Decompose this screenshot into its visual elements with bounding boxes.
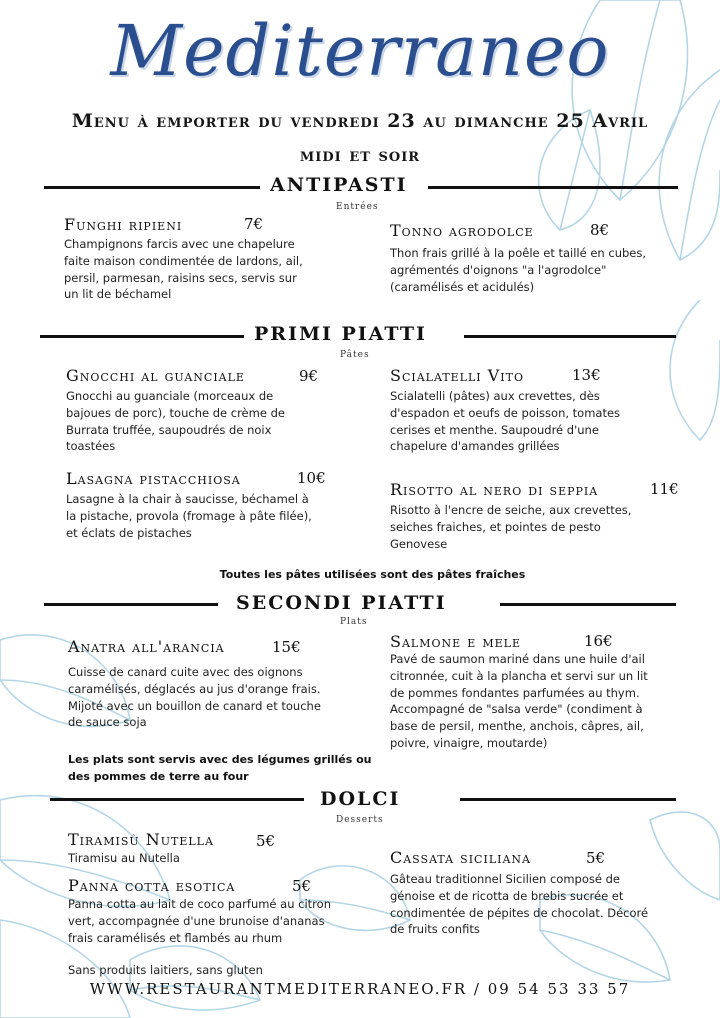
dish-price: 7€ bbox=[244, 215, 264, 233]
section-subtitle-secondi: Plats bbox=[340, 617, 368, 627]
dish-description: Lasagne à la chair à saucisse, béchamel à la pistache, provola (fromage à pâte filée), et éclats de pistaches bbox=[66, 492, 312, 540]
dish-description: Scialatelli (pâtes) aux crevettes, dès d'espadon et oeufs de poisson, tomates cerises et menthe. Saupoudré d'une chapelure d'amandes grillées bbox=[390, 389, 621, 454]
section-title-dolci: DOLCI bbox=[320, 788, 401, 810]
dish-description: Champignons farcis avec une chapelure faite maison condimentée de lardons, ail, persil, parmesan, raisins secs, servis sur un lit de béchamel bbox=[64, 237, 303, 302]
menu-service-times: midi et soir bbox=[299, 144, 421, 166]
dish-description: Risotto à l'encre de seiche, aux crevettes, seiches fraiches, et pointes de pesto Genovese bbox=[390, 503, 632, 551]
section-divider-left bbox=[44, 186, 260, 189]
dish-name: Anatra all'arancia bbox=[68, 637, 225, 656]
dish-description: Panna cotta au lait de coco parfumé au citron vert, accompagnée d'une brunoise d'ananas frais caramélisés et flambés au rhum bbox=[68, 897, 331, 945]
dish-description: Gâteau traditionnel Sicilien composé de génoise et de ricotta de brebis sucrée et condimentée de pépites de chocolat. Décoré de fruits confits bbox=[390, 872, 649, 937]
section-divider-right bbox=[460, 798, 676, 801]
dish-description: Gnocchi au guanciale (morceaux de bajoues de porc), touche de crème de Burrata truffée, saupoudrés de noix toastées bbox=[66, 389, 285, 454]
dish-name: Risotto al nero di seppia bbox=[390, 480, 599, 499]
contact-footer: WWW.RESTAURANTMEDITERRANEO.FR / 09 54 53 33 57 bbox=[89, 980, 631, 998]
dish-name: Scialatelli Vito bbox=[390, 366, 524, 385]
section-subtitle-dolci: Desserts bbox=[336, 815, 384, 825]
section-divider-left bbox=[40, 335, 244, 338]
dish-price: 10€ bbox=[297, 469, 326, 487]
dish-name: Panna cotta esotica bbox=[68, 876, 236, 895]
dish-name: Tonno agrodolce bbox=[390, 221, 534, 240]
dish-price: 5€ bbox=[256, 832, 276, 850]
menu-dates: Menu à emporter du vendredi 23 au dimanche 25 Avril bbox=[71, 110, 649, 132]
side-dishes-note: Les plats sont servis avec des légumes grillés ou des pommes de terre au four bbox=[68, 753, 372, 783]
dish-name: Tiramisù Nutella bbox=[68, 830, 214, 849]
dish-name: Salmone e mele bbox=[390, 632, 521, 651]
section-divider-left bbox=[50, 798, 304, 801]
dish-name: Funghi ripieni bbox=[64, 215, 183, 234]
section-divider-right bbox=[500, 603, 676, 606]
section-subtitle-primi: Pâtes bbox=[340, 350, 370, 360]
dish-price: 15€ bbox=[272, 638, 301, 656]
dish-description: Thon frais grillé à la poêle et taillé en cubes, agrémentés d'oignons "a l'agrodolce" (caramélisés et acidulés) bbox=[390, 246, 647, 294]
section-divider-right bbox=[428, 186, 678, 189]
section-divider-left bbox=[44, 603, 218, 606]
dish-price: 11€ bbox=[650, 480, 679, 498]
dish-name: Lasagna pistacchiosa bbox=[66, 469, 241, 488]
pasta-note: Toutes les pâtes utilisées sont des pâtes fraîches bbox=[219, 568, 526, 581]
dish-price: 16€ bbox=[584, 632, 613, 650]
dish-price: 8€ bbox=[590, 221, 610, 239]
dish-description: Cuisse de canard cuite avec des oignons caramélisés, déglacés au jus d'orange frais. Mijoté avec un bouillon de canard et touche de sauce soja bbox=[68, 665, 321, 730]
dish-description: Tiramisu au Nutella bbox=[68, 851, 180, 865]
section-title-primi: PRIMI PIATTI bbox=[254, 323, 427, 345]
dish-name: Gnocchi al guanciale bbox=[66, 366, 245, 385]
section-subtitle-antipasti: Entrées bbox=[336, 202, 379, 212]
dish-price: 9€ bbox=[299, 367, 319, 385]
dish-price: 5€ bbox=[586, 849, 606, 867]
dietary-note: Sans produits laitiers, sans gluten bbox=[68, 963, 263, 977]
dish-description: Pavé de saumon mariné dans une huile d'ail citronnée, cuit à la plancha et servi sur un lit de pommes fondantes parfumées au thym. Accompagné de "salsa verde" (condiment à base de persil, menthe, anchois, câpres, ail, poivre, vinaigre, moutarde) bbox=[390, 652, 648, 750]
dish-price: 5€ bbox=[292, 877, 312, 895]
dish-name: Cassata siciliana bbox=[390, 848, 531, 867]
section-title-antipasti: ANTIPASTI bbox=[270, 174, 408, 196]
section-title-secondi: SECONDI PIATTI bbox=[236, 592, 447, 614]
restaurant-logo: Mediterraneo bbox=[110, 10, 610, 92]
section-divider-right bbox=[464, 335, 676, 338]
dish-price: 13€ bbox=[572, 366, 601, 384]
